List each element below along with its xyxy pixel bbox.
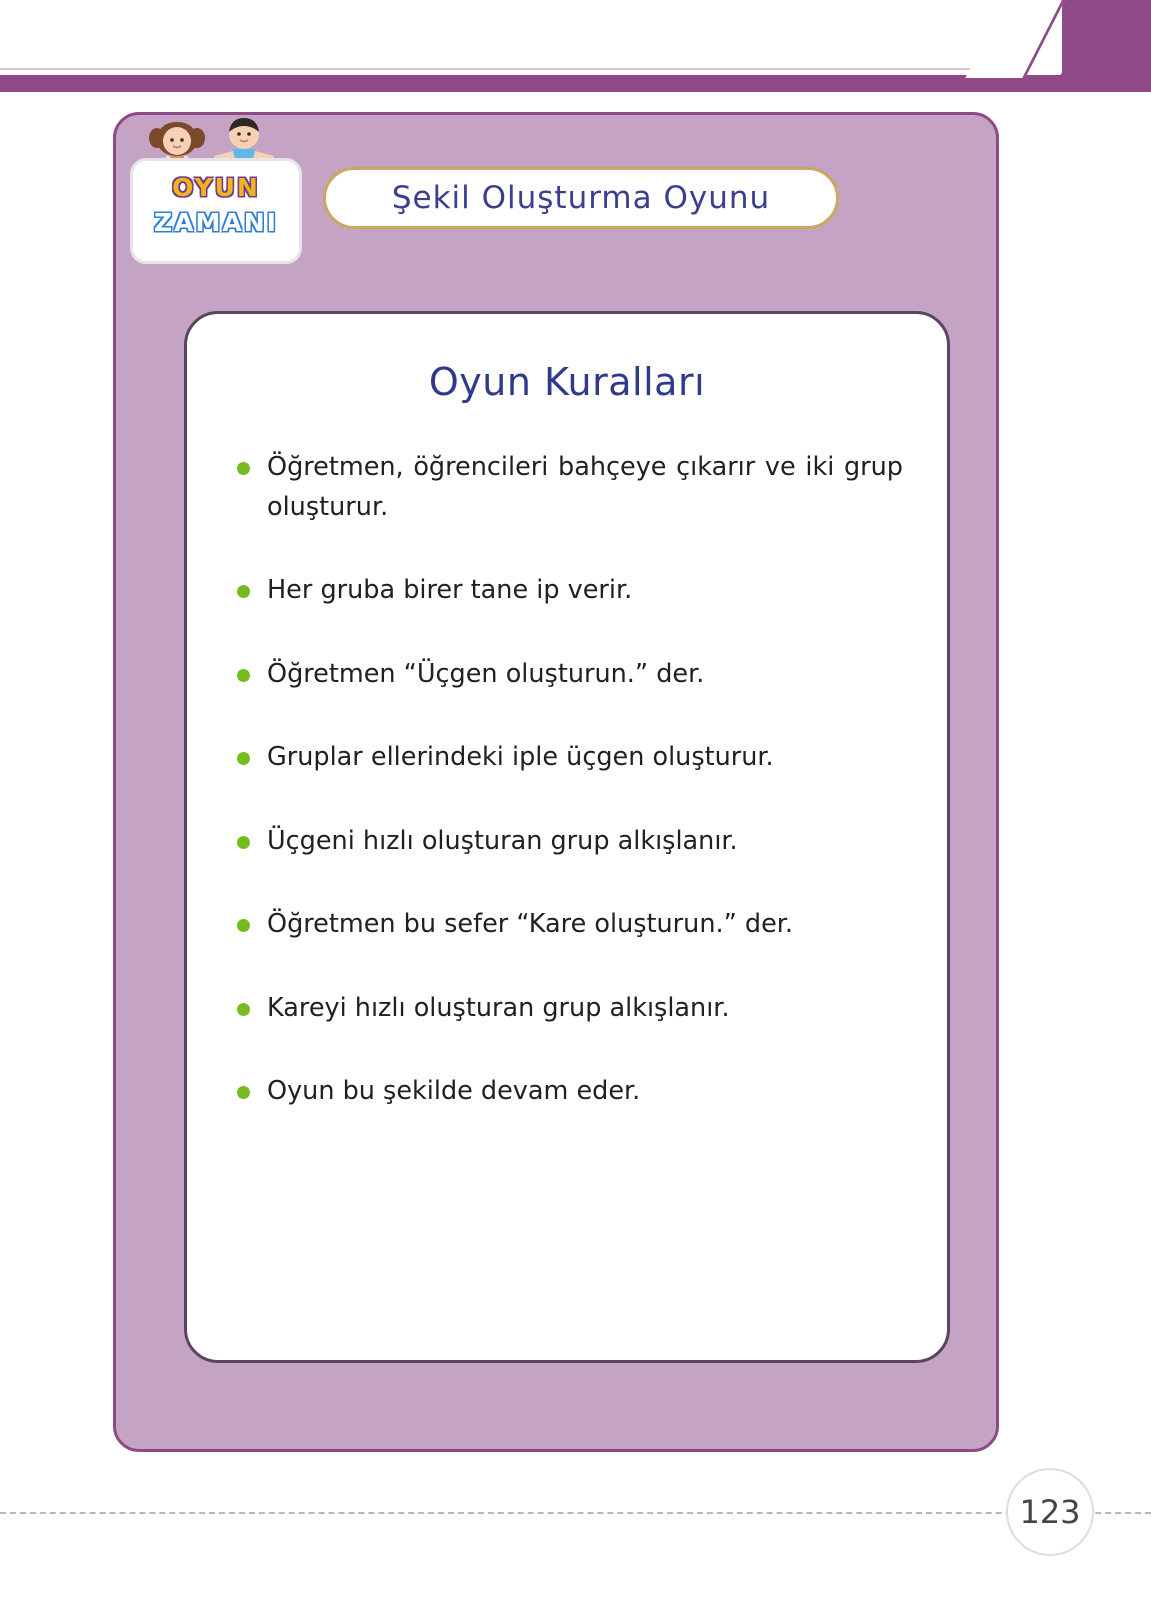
rules-list — [187, 404, 947, 1112]
list-item: Her gruba birer tane ip verir. — [231, 571, 903, 611]
page-number: 123 — [1006, 1468, 1094, 1556]
list-item: Öğretmen bu sefer “Kare oluşturun.” der. — [231, 905, 903, 945]
list-item: Öğretmen, öğrencileri bahçeye çıkarır ve iki grup oluşturur. — [231, 448, 903, 527]
page-title: Şekil Oluşturma Oyunu — [391, 180, 771, 216]
list-item: Kareyi hızlı oluşturan grup alkışlanır. — [231, 989, 903, 1029]
oyun-zamani-logo — [122, 112, 308, 272]
top-decorative-banner — [0, 0, 1151, 92]
activity-title-pill — [323, 167, 839, 229]
list-item: Öğretmen “Üçgen oluşturun.” der. — [231, 655, 903, 695]
list-item: Üçgeni hızlı oluşturan grup alkışlanır. — [231, 822, 903, 862]
rules-heading: Oyun Kuralları — [428, 360, 706, 404]
logo-card — [130, 158, 302, 264]
activity-panel — [113, 112, 999, 1452]
rules-card — [184, 311, 950, 1363]
banner-white-panel — [0, 0, 1065, 78]
logo-line-2: ZAMANI — [154, 208, 278, 237]
list-item: Gruplar ellerindeki iple üçgen oluşturur. — [231, 738, 903, 778]
logo-line-1: OYUN — [172, 173, 260, 202]
list-item: Oyun bu şekilde devam eder. — [231, 1072, 903, 1112]
footer-divider — [0, 1512, 1151, 1514]
banner-inner-line — [0, 8, 1010, 70]
